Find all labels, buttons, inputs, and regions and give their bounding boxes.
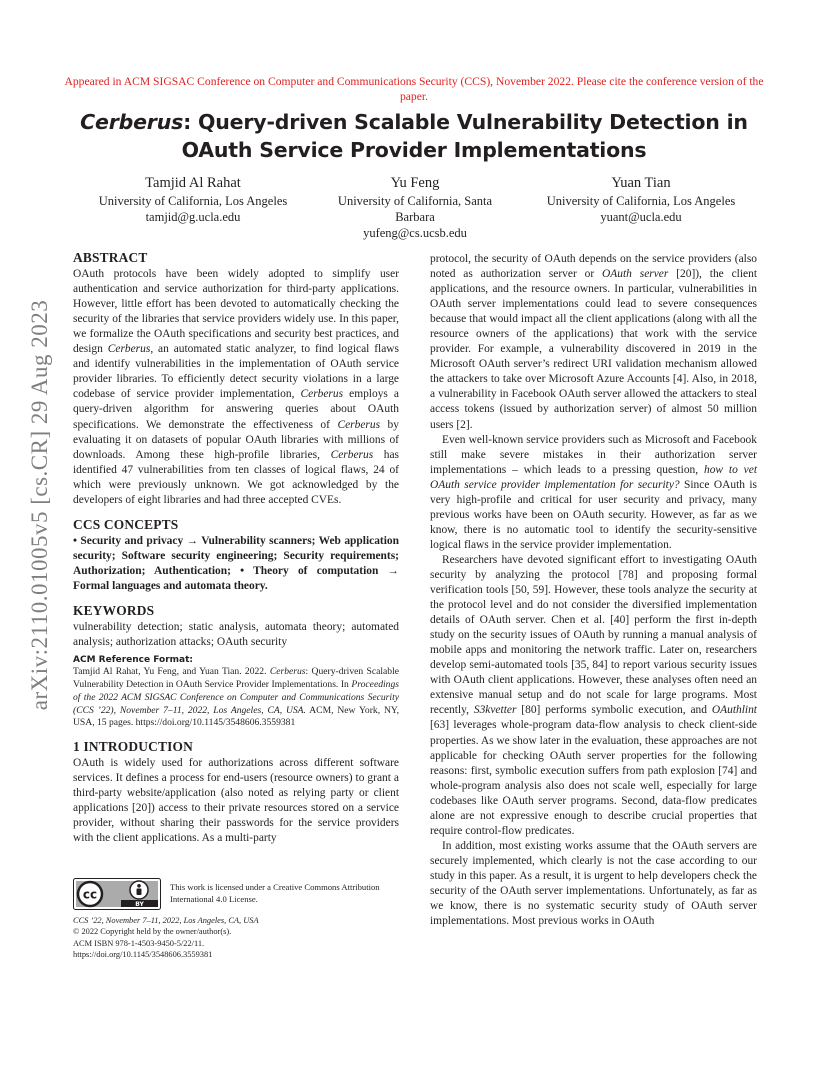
arxiv-identifier: arXiv:2110.01005v5 [cs.CR] 29 Aug 2023 bbox=[27, 299, 52, 711]
footer-venue: CCS ’22, November 7–11, 2022, Los Angeles, CA, USA bbox=[73, 916, 259, 925]
intro-paragraph-2: Even well-known service providers such as Microsoft and Facebook still make severe mistakes in their authorization server implementations – which leads to a pressing question, how to vet OAuth service provider implementation for security? Since OAuth is very high-profile and critical for user security and privacy, many previous works have been on OAuth security. However, as far as we know, there is no automatic tool to identify the security-sensitive logical flaws in the service provider implementation. bbox=[430, 433, 757, 551]
title-rest: : Query-driven Scalable Vulnerability Detection in OAuth Service Provider Implementations bbox=[181, 110, 748, 162]
keywords-heading: KEYWORDS bbox=[73, 603, 155, 619]
author-email: yufeng@cs.ucsb.edu bbox=[363, 226, 467, 240]
author-affiliation: University of California, Los Angeles bbox=[546, 194, 736, 208]
title-italic: Cerberus bbox=[80, 110, 184, 134]
footer-copyright: © 2022 Copyright held by the owner/author(s). bbox=[73, 927, 232, 937]
abstract-heading: ABSTRACT bbox=[73, 250, 148, 265]
right-column bbox=[430, 252, 757, 929]
reference-heading: ACM Reference Format: bbox=[73, 655, 193, 666]
cc-label: cc bbox=[82, 887, 98, 902]
author-name: Tamjid Al Rahat bbox=[145, 175, 241, 191]
conference-notice: Appeared in ACM SIGSAC Conference on Computer and Communications Security (CCS), November 2022. Please cite the conference version of the paper. bbox=[64, 75, 764, 103]
author-1 bbox=[80, 174, 306, 225]
cc-by-license-icon bbox=[73, 878, 161, 910]
author-3 bbox=[522, 174, 760, 225]
author-2 bbox=[324, 174, 506, 241]
ccs-concepts-text: • Security and privacy → Vulnerability scanners; Web application security; Software security engineering; Security requirements; Authorization; Authentication; • Theory of computation → Formal languages and automata theory. bbox=[73, 534, 399, 592]
author-name: Yuan Tian bbox=[611, 175, 671, 191]
license-text: This work is licensed under a Creative Commons Attribution International 4.0 License. bbox=[170, 882, 380, 904]
arxiv-sidebar bbox=[20, 280, 60, 730]
author-email: tamjid@g.ucla.edu bbox=[145, 210, 241, 224]
ccs-heading: CCS CONCEPTS bbox=[73, 516, 179, 532]
keywords-text: vulnerability detection; static analysis, automata theory; automated analysis; authorization attacks; OAuth security bbox=[73, 621, 399, 649]
introduction-heading: 1 INTRODUCTION bbox=[73, 739, 193, 755]
intro-paragraph-4: In addition, most existing works assume that the OAuth servers are securely implemented, which clearly is not the case according to our study in this paper. As a result, it is urgent to help developers check the security of the OAuth server implementations. Unfortunately, as far as we know, there is no systematic security study of OAuth server implementations. Most previous works in OAuth bbox=[430, 839, 757, 928]
author-affiliation: University of California, Los Angeles bbox=[98, 194, 288, 208]
abstract-text: OAuth protocols have been widely adopted to simplify user authentication and service authorization for third-party applications. However, little effort has been devoted to automatically checking the security of the libraries that service providers widely use. In this paper, we formalize the OAuth specifications and security best practices, and design Cerberus, an automated static analyzer, to find logical flaws and identify vulnerabilities in the implementation of OAuth service provider libraries. To efficiently detect security violations in a large codebase of service provider implementation, Cerberus employs a query-driven algorithm for answering queries about OAuth specifications. We demonstrate the effectiveness of Cerberus by evaluating it on datasets of popular OAuth libraries with millions of downloads. Among these high-profile libraries, Cerberus has identified 47 vulnerabilities from ten classes of logical flaws, 24 of which were previously unknown. We got acknowledged by the developers of eight libraries and had three accepted CVEs. bbox=[73, 268, 400, 506]
left-column bbox=[73, 250, 399, 846]
author-affiliation: University of California, Santa Barbara bbox=[337, 194, 493, 224]
author-name: Yu Feng bbox=[390, 175, 440, 191]
footer-doi: https://doi.org/10.1145/3548606.3559381 bbox=[73, 950, 213, 960]
reference-text: Tamjid Al Rahat, Yu Feng, and Yuan Tian. 2022. Cerberus: Query-driven Scalable Vulnerability Detection in OAuth Service Provider Implementations. In Proceedings of the 2022 ACM SIGSAC Conference on Computer and Communications Security (CCS ’22), November 7–11, 2022, Los Angeles, CA, USA. ACM, New York, NY, USA, 15 pages. https://doi.org/10.1145/3548606.3559381 bbox=[73, 666, 400, 729]
paper-title bbox=[60, 108, 768, 164]
copyright-footer bbox=[73, 915, 399, 961]
footer-isbn: ACM ISBN 978-1-4503-9450-5/22/11. bbox=[73, 938, 205, 948]
intro-paragraph-3: Researchers have devoted significant effort to investigating OAuth security by analyzing the protocol [78] and proposing formal verification tools [50, 59]. However, these tools analyze the security at the protocol level and do not consider the diversified implementation details of OAuth server. Chen et al. [40] perform the first in-depth study on the security issues of OAuth by running a manual analysis of mobile apps and monitoring the network traffic. Later on, researchers develop semi-automated tools [35, 84] to report various security issues with OAuth client applications. However, these analyses often need an extensive manual setup and do not scale for large programs. Most recently, S3kvetter [80] performs symbolic execution, and OAuthlint [63] leverages whole-program data-flow analysis to check client-side properties. As we show later in the evaluation, these approaches are not applicable for checking OAuth server properties for the following reasons: first, symbolic execution suffers from path explosion [74] and whole-program analysis also does not scale well, especially for large codebases like OAuth server programs. Second, data-flow predicates alone are not expressive enough to describe crucial properties that require control-flow predicates. bbox=[430, 553, 757, 837]
introduction-text: OAuth is widely used for authorizations across different software services. It defines a process for end-users (resource owners) to grant a third-party website/application (also noted as relying party or client applications [20]) access to their private resources stored on a service provider, without sharing their passwords for the service providers with the client applications. As a multi-party bbox=[73, 757, 399, 845]
author-email: yuant@ucla.edu bbox=[600, 210, 682, 224]
intro-paragraph-1: protocol, the security of OAuth depends on the service providers (also noted as authorization server or OAuth server [20]), the client applications, and the resource owners. In particular, vulnerabilities in OAuth server implementations could lead to severe consequences because that would impact all the client applications (along with all the resource owners of the applications) that work with the service provider. For example, a vulnerability discovered in 2019 in the Microsoft OAuth server’s redirect URI validation mechanism allowed the attackers to take over Microsoft Azure Accounts [4]. Also, in 2018, a vulnerability in Facebook OAuth server allowed the attackers to steal access tokens (issued by authorization server) of almost 50 million users [2]. bbox=[430, 253, 758, 431]
license-block bbox=[73, 878, 399, 912]
by-label: BY bbox=[135, 901, 144, 909]
